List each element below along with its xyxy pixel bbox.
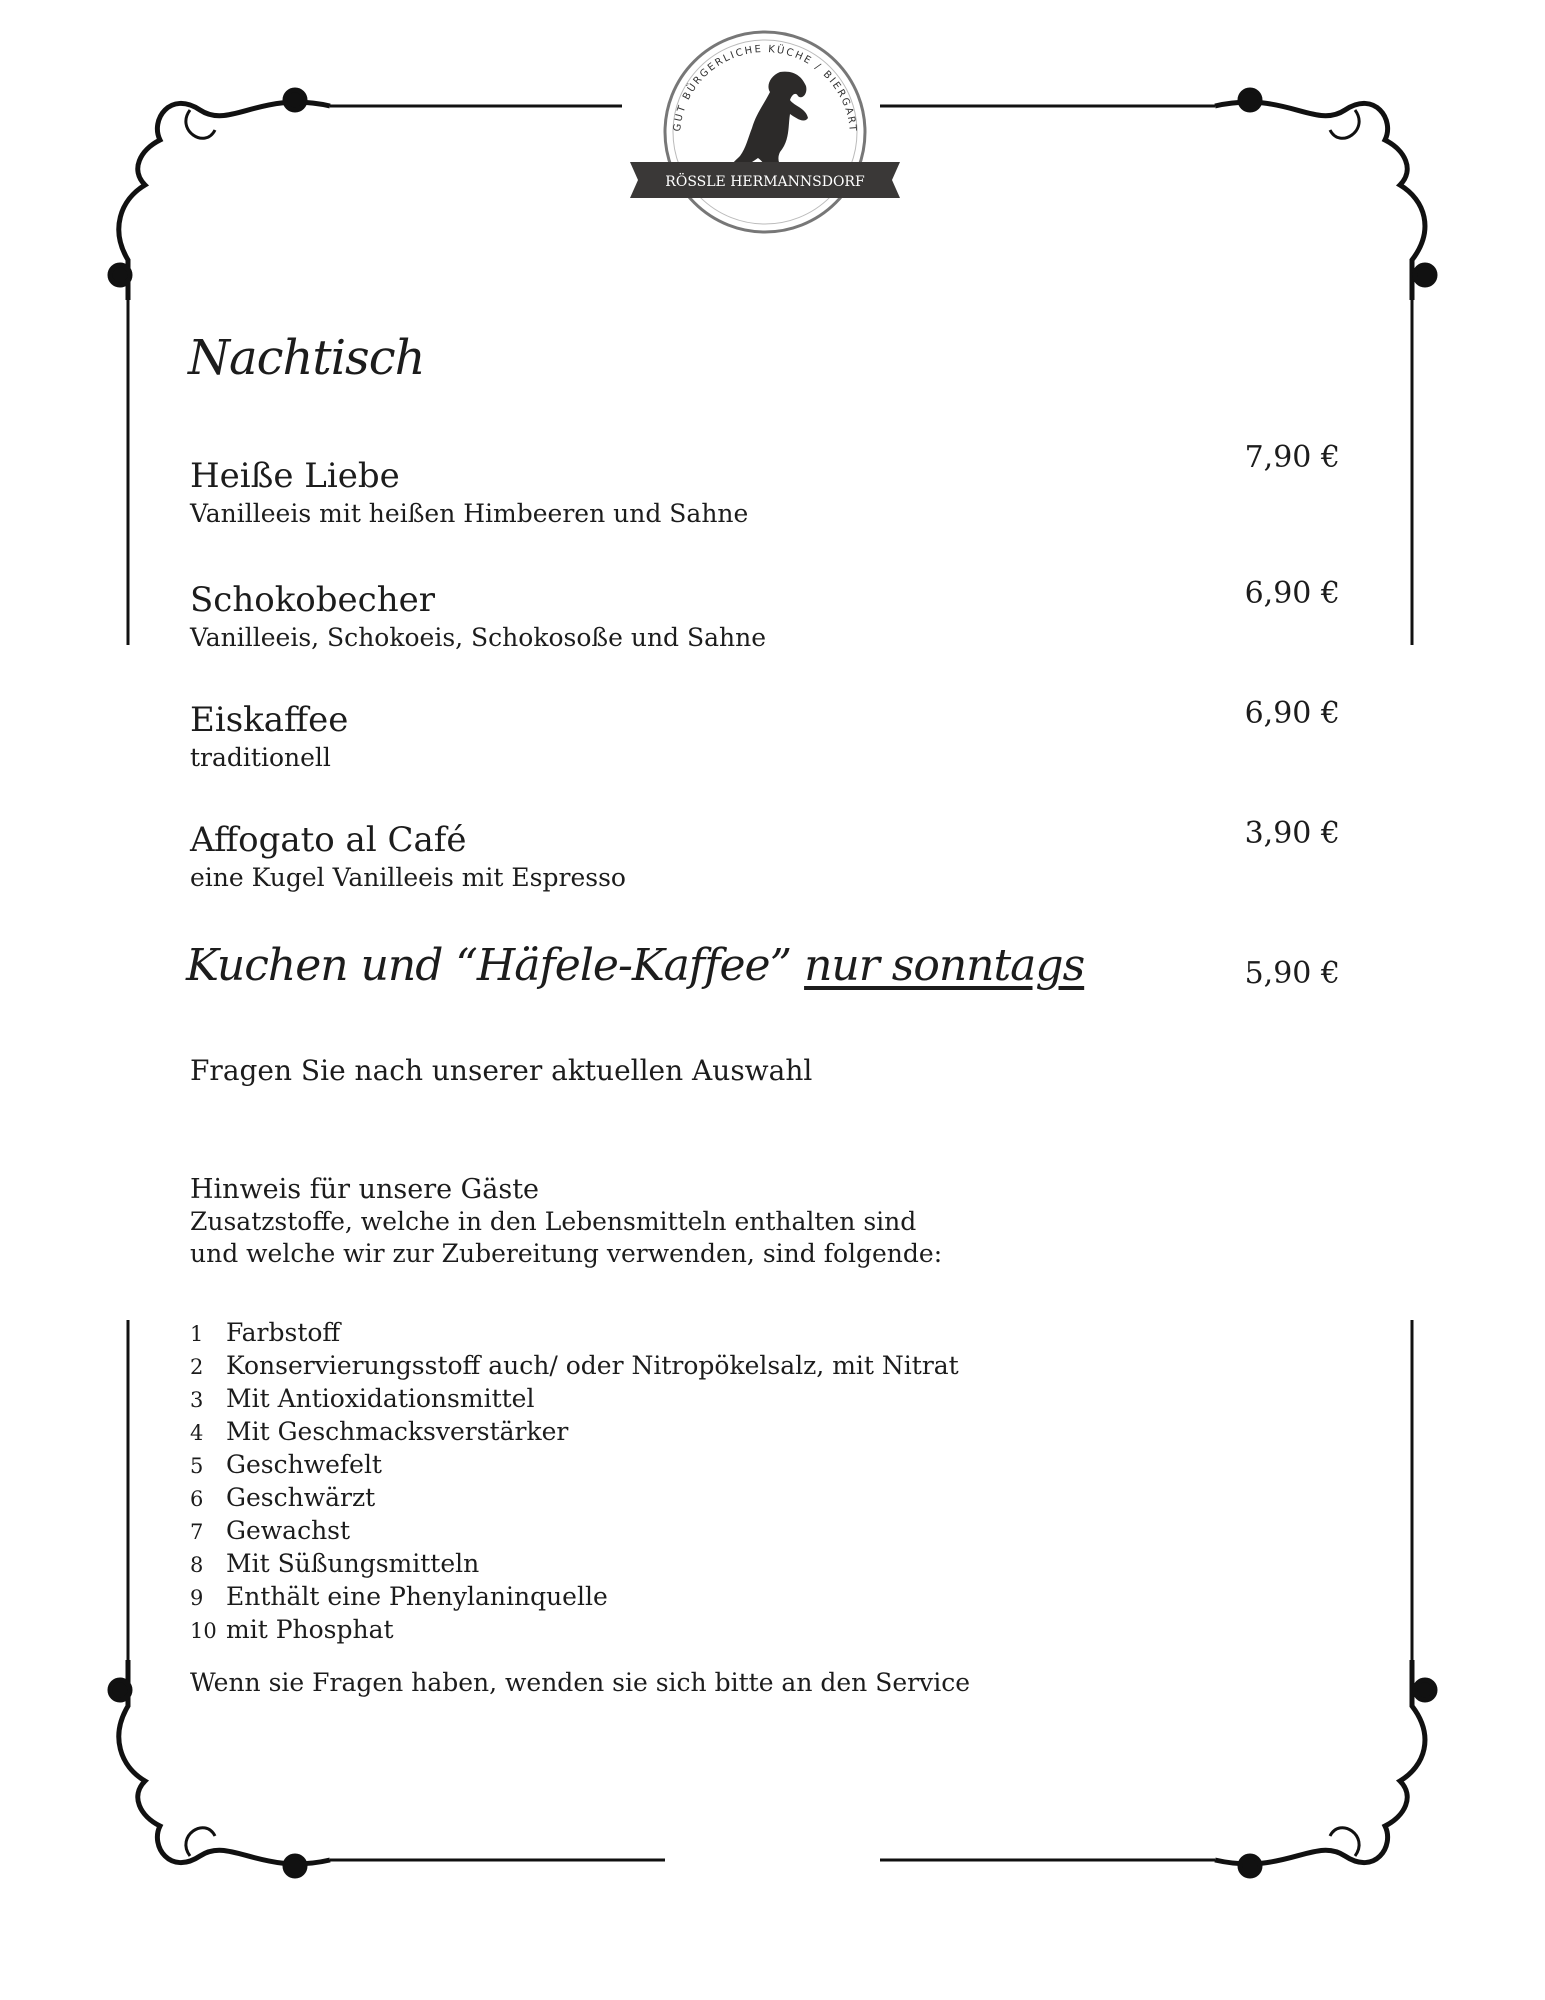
additive-label: Gewachst [226,1516,351,1545]
menu-item [190,816,1340,894]
additive-number: 3 [190,1388,204,1412]
additives-list [190,1317,959,1647]
additive-number: 8 [190,1553,204,1577]
item-description: Vanilleeis mit heißen Himbeeren und Sahne [190,499,749,528]
additive-number: 10 [190,1619,217,1643]
menu-item [190,576,1340,654]
item-name: Affogato al Café [190,820,467,860]
additive-label: Mit Geschmacksverstärker [226,1417,569,1446]
item-description: Vanilleeis, Schokoeis, Schokosoße und Sahne [190,623,767,652]
list-item [190,1482,959,1515]
cake-heading-underlined: nur sonntags [804,940,1085,991]
additive-number: 5 [190,1454,204,1478]
item-price: 6,90 € [1244,696,1340,731]
cake-section [186,940,1340,991]
additive-label: Farbstoff [226,1318,341,1347]
cake-note: Fragen Sie nach unserer aktuellen Auswahl [190,1054,813,1087]
list-item [190,1350,959,1383]
corner-ornament-icon [110,90,330,300]
list-item [190,1449,959,1482]
list-item [190,1416,959,1449]
item-price: 3,90 € [1244,816,1340,851]
service-note: Wenn sie Fragen haben, wenden sie sich bitte an den Service [190,1668,971,1697]
list-item [190,1548,959,1581]
notice-heading: Hinweis für unsere Gäste [190,1174,540,1205]
page-title: Nachtisch [188,330,425,386]
additive-label: Konservierungsstoff auch/ oder Nitropökelsalz, mit Nitrat [226,1351,959,1380]
item-name: Schokobecher [190,580,435,620]
additive-label: Geschwefelt [226,1450,382,1479]
item-name: Heiße Liebe [190,456,400,496]
guest-notice [190,1174,942,1270]
list-item [190,1515,959,1548]
list-item [190,1383,959,1416]
menu-item [190,440,1340,530]
list-item [190,1614,959,1647]
logo-banner-text: RÖSSLE HERMANNSDORF [665,174,865,190]
additive-number: 9 [190,1586,204,1610]
additive-label: Mit Antioxidationsmittel [226,1384,535,1413]
list-item [190,1581,959,1614]
item-price: 6,90 € [1244,576,1340,611]
cake-price: 5,90 € [1244,956,1340,991]
cake-heading [186,940,1340,991]
menu-item [190,696,1340,774]
item-name: Eiskaffee [190,700,349,740]
additive-label: mit Phosphat [226,1615,394,1644]
restaurant-logo [630,22,900,242]
additive-number: 7 [190,1520,204,1544]
notice-line: Zusatzstoffe, welche in den Lebensmitteln enthalten sind [190,1207,917,1236]
logo-arc-text: GUT BÜRGERLICHE KÜCHE / BIERGART [672,43,858,134]
additive-number: 4 [190,1421,204,1445]
item-price: 7,90 € [1244,440,1340,475]
additive-number: 1 [190,1322,204,1346]
additive-label: Geschwärzt [226,1483,376,1512]
additive-label: Enthält eine Phenylaninquelle [226,1582,608,1611]
cake-heading-main: Kuchen und “Häfele-Kaffee” [186,940,792,991]
additive-number: 2 [190,1355,204,1379]
item-description: traditionell [190,743,331,772]
notice-line: und welche wir zur Zubereitung verwenden, sind folgende: [190,1239,943,1268]
additive-number: 6 [190,1487,204,1511]
list-item [190,1317,959,1350]
item-description: eine Kugel Vanilleeis mit Espresso [190,863,626,892]
additive-label: Mit Süßungsmitteln [226,1549,480,1578]
